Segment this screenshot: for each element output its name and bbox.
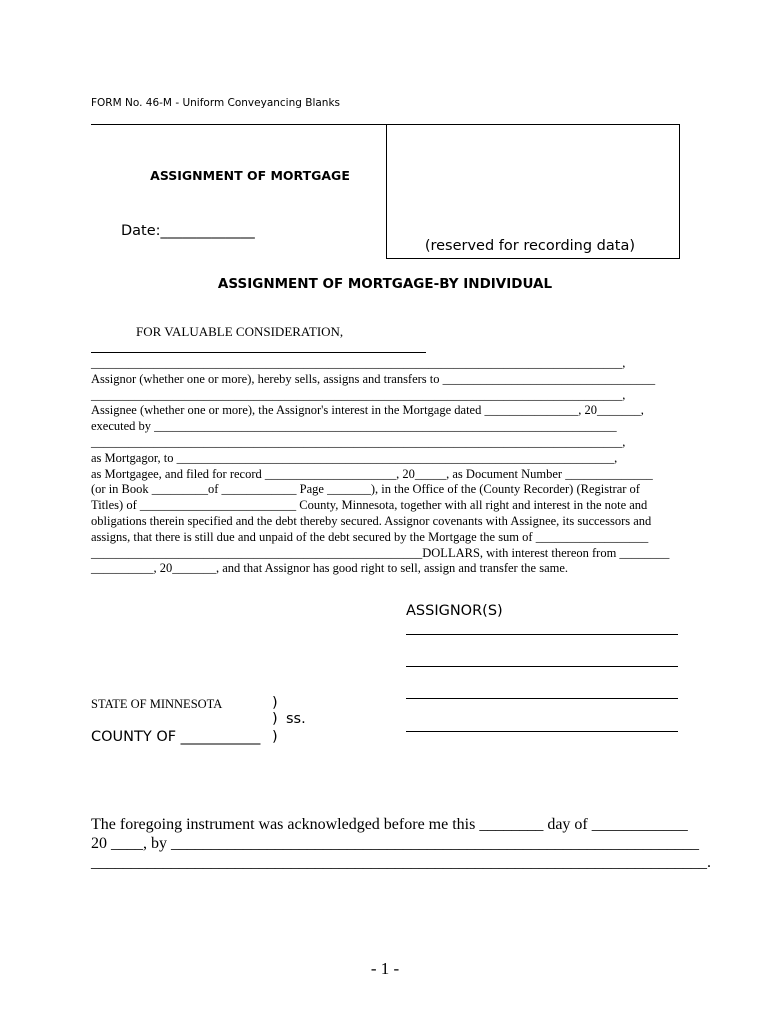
recording-note: (reserved for recording data) — [424, 238, 635, 254]
body-line: __________, 20_______, and that Assignor has good right to sell, assign and transfer the same. — [91, 561, 569, 576]
recording-data-box — [386, 124, 680, 259]
signature-line — [406, 731, 678, 732]
venue-ss: ss. — [286, 711, 306, 727]
venue-bracket: ) — [272, 729, 278, 745]
body-line: _____________________________________________________________________________________, — [91, 387, 626, 402]
body-line: _____________________________________________________DOLLARS, with interest thereon from ________ — [91, 545, 670, 560]
body-line: as Mortgagor, to ______________________________________________________________________, — [91, 450, 618, 465]
consideration-clause: FOR VALUABLE CONSIDERATION, — [136, 324, 344, 339]
page-number: - 1 - — [370, 959, 400, 978]
body-line: Assignor (whether one or more), hereby sells, assigns and transfers to __________________________________ — [91, 371, 656, 386]
body-line: assigns, that there is still due and unpaid of the debt secured by the Mortgage the sum of __________________ — [91, 529, 649, 544]
assignment-body — [91, 356, 681, 577]
assignor-label: ASSIGNOR(S) — [406, 603, 503, 619]
document-heading: ASSIGNMENT OF MORTGAGE-BY INDIVIDUAL — [217, 276, 553, 292]
date-field: Date:_____________ — [121, 223, 255, 239]
consideration-blank-line — [91, 352, 426, 353]
acknowledgment-line: _____________________________________________________________________________. — [91, 854, 711, 871]
acknowledgment-line: The foregoing instrument was acknowledged before me this ________ day of ____________ — [91, 816, 688, 833]
signature-line — [406, 634, 678, 635]
body-line: Titles) of _________________________ County, Minnesota, together with all right and interest in the note and — [91, 498, 648, 513]
body-line: (or in Book _________of ____________ Page _______), in the Office of the (County Recorder) (Registrar of — [91, 482, 640, 497]
venue-state: STATE OF MINNESOTA — [91, 697, 223, 711]
body-line: Assignee (whether one or more), the Assignor's interest in the Mortgage dated _______________, 20_______, — [91, 403, 644, 418]
acknowledgment — [91, 815, 711, 872]
body-line: obligations therein specified and the debt thereby secured. Assignor covenants with Assignee, its successors and — [91, 513, 652, 528]
venue-bracket: ) — [272, 711, 278, 727]
body-line: _____________________________________________________________________________________, — [91, 434, 626, 449]
form-number-label: FORM No. 46-M - Uniform Conveyancing Blanks — [91, 97, 341, 109]
venue-bracket: ) — [272, 695, 278, 711]
signature-line — [406, 698, 678, 699]
body-line: _____________________________________________________________________________________, — [91, 356, 626, 370]
body-line: as Mortgagee, and filed for record _____________________, 20_____, as Document Number ______________ — [91, 466, 653, 481]
header-rule — [91, 124, 387, 125]
venue-county: COUNTY OF ___________ — [91, 729, 261, 745]
acknowledgment-line: 20 ____, by __________________________________________________________________ — [91, 835, 699, 852]
form-title: ASSIGNMENT OF MORTGAGE — [150, 168, 350, 183]
body-line: executed by __________________________________________________________________________ — [91, 419, 617, 434]
signature-line — [406, 666, 678, 667]
